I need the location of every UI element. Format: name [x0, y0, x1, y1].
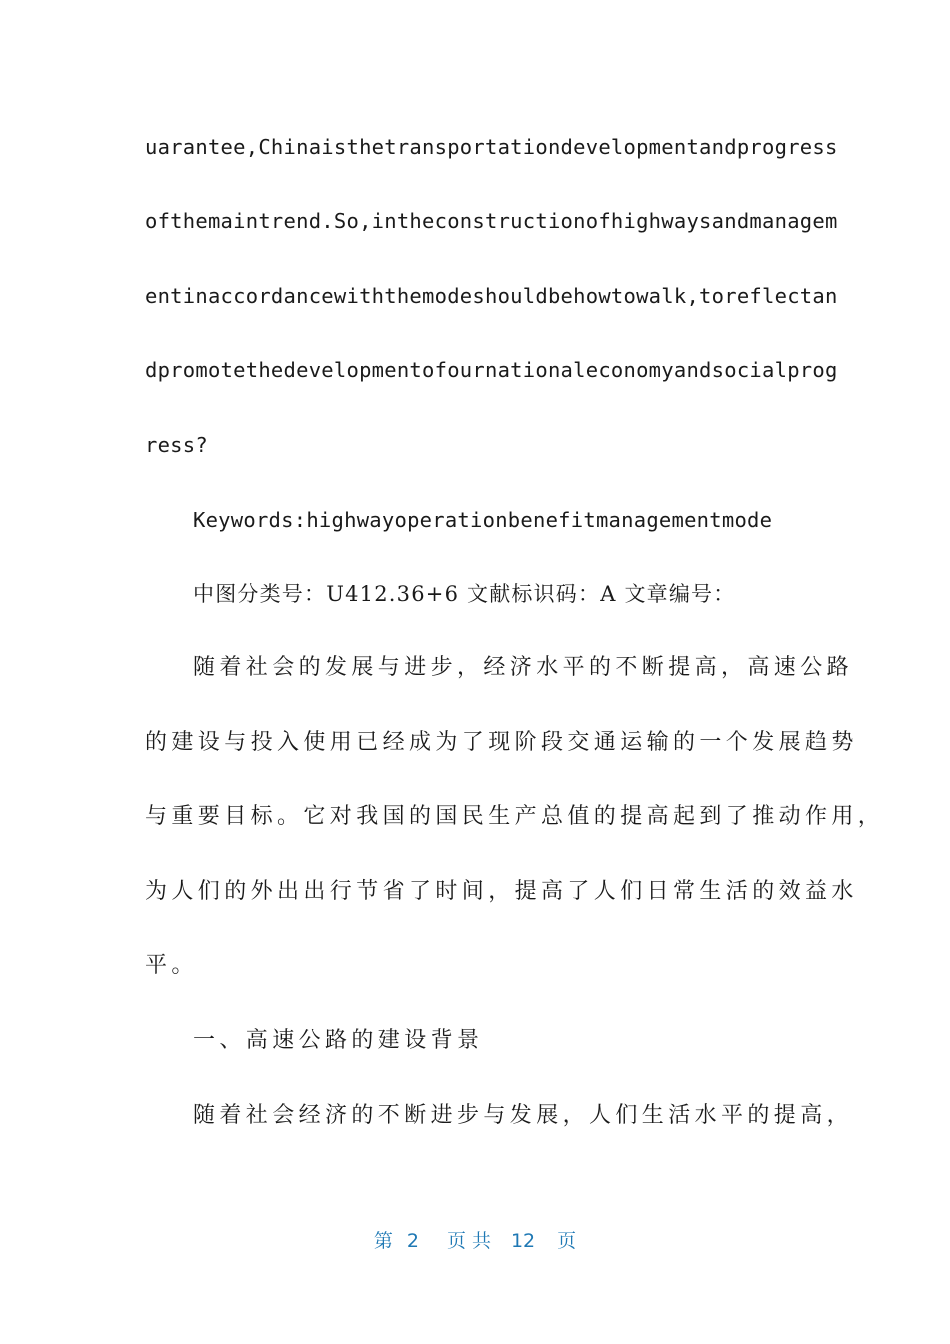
intro-line: 与重要目标。它对我国的国民生产总值的提高起到了推动作用，: [145, 804, 885, 829]
abstract-line: uarantee,Chinaisthetransportationdevelopmentandprogress: [145, 135, 838, 159]
abstract-line: entinaccordancewiththemodeshouldbehowtowalk,toreflectan: [145, 284, 838, 308]
footer-middle: 页共: [446, 1230, 497, 1252]
intro-line: 随着社会的发展与进步，经济水平的不断提高，高速公路: [193, 655, 854, 680]
keywords: Keywords:highwayoperationbenefitmanagementmode: [193, 508, 773, 532]
abstract-line: ofthemaintrend.So,intheconstructionofhighwaysandmanagem: [145, 209, 838, 233]
intro-line: 的建设与投入使用已经成为了现阶段交通运输的一个发展趋势: [145, 730, 858, 755]
abstract-line: ress?: [145, 433, 208, 457]
abstract-line: dpromotethedevelopmentofournationaleconomyandsocialprog: [145, 358, 838, 382]
page-footer: [0, 1226, 950, 1253]
section-paragraph-line: 随着社会经济的不断进步与发展，人们生活水平的提高，: [193, 1103, 854, 1128]
footer-total-pages: 12: [510, 1230, 536, 1252]
intro-line: 平。: [145, 953, 198, 978]
footer-prefix: 第: [373, 1230, 393, 1252]
footer-suffix: 页: [557, 1230, 577, 1252]
footer-page-number: 2: [406, 1230, 419, 1252]
intro-line: 为人们的外出出行节省了时间，提高了人们日常生活的效益水: [145, 879, 858, 904]
section-heading: 一、高速公路的建设背景: [193, 1028, 484, 1053]
classification-line: 中图分类号：U412.36+6 文献标识码：A 文章编号：: [193, 582, 736, 606]
